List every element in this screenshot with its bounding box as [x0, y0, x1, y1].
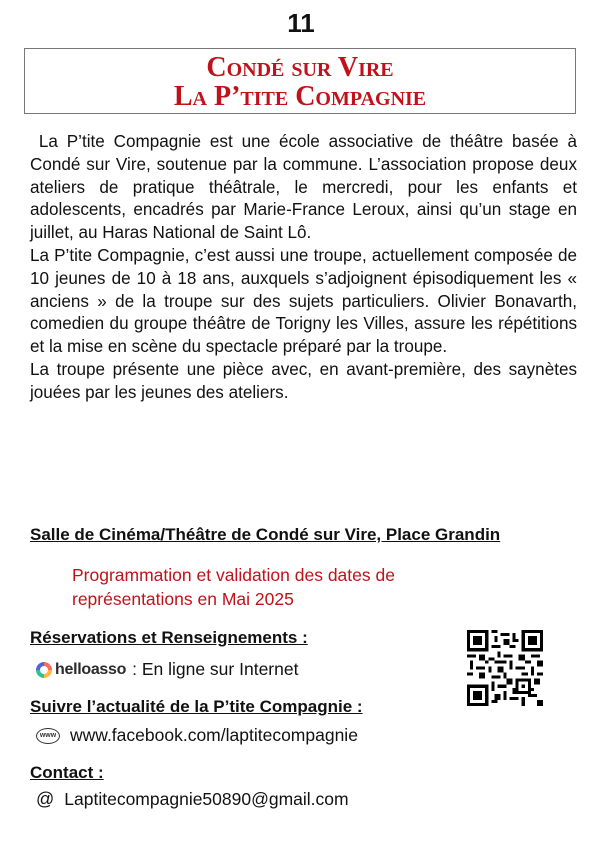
title-line-1: Condé sur Vire: [206, 52, 394, 83]
helloasso-icon: [36, 662, 52, 678]
venue: Salle de Cinéma/Théâtre de Condé sur Vire, Place Grandin: [30, 525, 501, 544]
programming-note: [72, 563, 492, 611]
qr-code[interactable]: [467, 630, 543, 706]
www-globe-icon: www: [36, 728, 60, 744]
contact-email[interactable]: Laptitecompagnie50890@gmail.com: [64, 789, 349, 809]
helloasso-logo-text: helloasso: [55, 660, 127, 678]
reservations-row: [36, 659, 298, 680]
facebook-link[interactable]: www.facebook.com/laptitecompagnie: [70, 725, 358, 745]
title-line-2: La P’tite Compagnie: [173, 81, 427, 112]
reservations-label: Réservations et Renseignements :: [30, 628, 308, 647]
programming-line-2: représentations en Mai 2025: [72, 589, 294, 609]
description-paragraph-3: La troupe présente une pièce avec, en avant-première, des saynètes jouées par les jeunes des ateliers.: [30, 359, 577, 402]
at-icon: @: [36, 789, 55, 809]
page-number: 11: [287, 8, 315, 38]
programming-line-1: Programmation et validation des dates de: [72, 565, 395, 585]
follow-row: [36, 725, 358, 746]
follow-label: Suivre l’actualité de la P’tite Compagnie :: [30, 697, 363, 716]
paragraph-1-text: La P’tite Compagnie est une école associative de théâtre basée à Condé sur Vire, soutenue par la commune. L’association propose deux ateliers de pratique théâtrale, le mercredi, pour les enfants et adolescents, encadrés par Marie-France Leroux, ainsi qu’un stage en juillet, au Haras National de Saint Lô.: [30, 132, 577, 243]
title-box: [24, 48, 576, 114]
helloasso-logo[interactable]: [36, 661, 126, 679]
reservations-text: : En ligne sur Internet: [132, 659, 299, 679]
description-paragraph-1: [30, 131, 577, 245]
contact-label: Contact :: [30, 763, 104, 782]
contact-row: [36, 789, 349, 810]
description-paragraph-2: La P’tite Compagnie, c’est aussi une troupe, actuellement composée de 10 jeunes de 10 à 18 ans, auxquels s’adjoignent épisodiquement les « anciens » de la troupe sur des sujets particuliers. Olivier Bonavarth, comedien du groupe théâtre de Torigny les Villes, assure les répétitions et la mise en scène du spectacle préparé par la troupe.: [30, 245, 577, 357]
description: [30, 131, 577, 405]
